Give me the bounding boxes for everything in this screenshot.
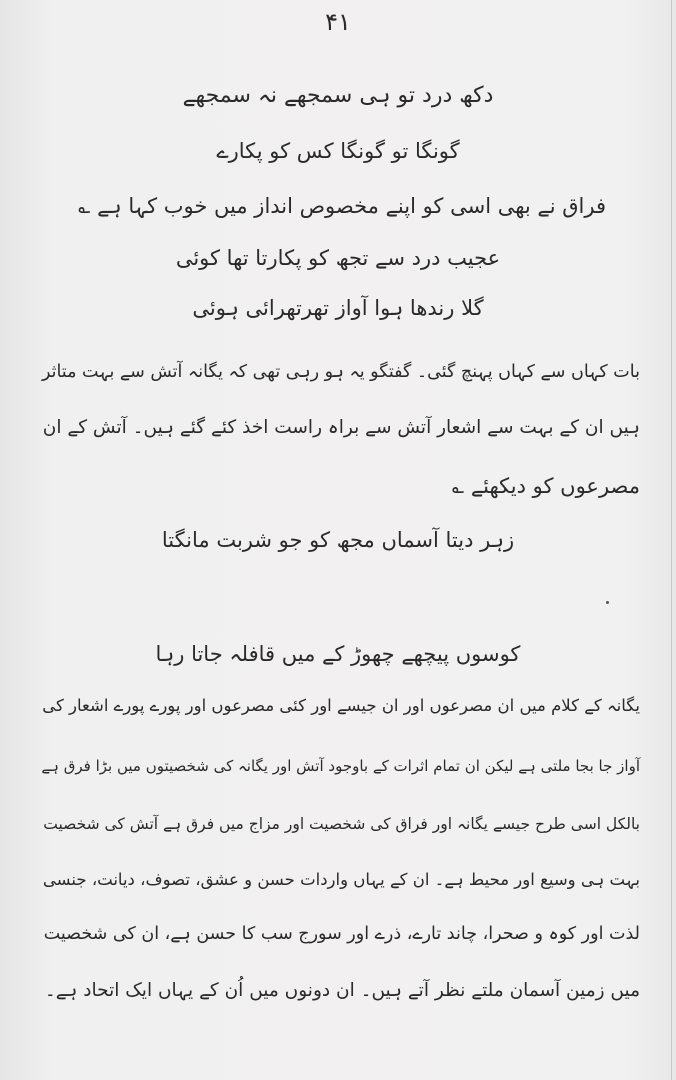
prose-line-2: ہیں ان کے بہت سے اشعار آتش سے براہ راست اخذ کئے گئے ہیں۔ آتش کے ان (42, 417, 640, 438)
prose-line-3: مصرعوں کو دیکھئے ؎ (451, 474, 640, 498)
verse-line-1: دکھ درد تو ہی سمجھے نہ سمجھے (182, 83, 494, 108)
prose-line-4: یگانہ کے کلام میں ان مصرعوں اور ان جیسے اور کئی مصرعوں اور پورے پورے اشعار کی (42, 696, 640, 715)
prose-line-5: آواز جا بجا ملتی ہے لیکن ان تمام اثرات کے باوجود آتش اور یگانہ کی شخصیتوں میں بڑا فرق ہے (41, 757, 640, 775)
verse-line-5: زہر دیتا آسماں مجھ کو جو شربت مانگتا (161, 528, 515, 552)
prose-line-7: بہت ہی وسیع اور محیط ہے۔ ان کے یہاں واردات حسن و عشق، تصوف، دیانت، جنسی (42, 870, 640, 889)
ink-speck (606, 601, 609, 604)
verse-line-4: گلا رندھا ہوا آواز تھرتھرائی ہوئی (192, 296, 484, 320)
prose-line-1: بات کہاں سے کہاں پہنچ گئی۔ گفتگو یہ ہو رہی تھی کہ یگانہ آتش سے بہت متاثر (41, 362, 640, 382)
page-number: ۴۱ (325, 8, 351, 36)
prose-line-8: لذت اور کوہ و صحرا، چاند تارے، ذرے اور سورج سب کا حسن ہے، ان کی شخصیت (43, 924, 640, 944)
prose-line-9: میں زمین آسمان ملتے نظر آتے ہیں۔ ان دونوں میں اُن کے یہاں ایک اتحاد ہے۔ (44, 980, 640, 1001)
prose-line-intro: فراق نے بھی اسی کو اپنے مخصوص انداز میں خوب کہا ہے ؎ (78, 194, 606, 218)
prose-line-6: بالکل اسی طرح جیسے یگانہ اور فراق کی شخصیت اور مزاج میں فرق ہے آتش کی شخصیت (43, 815, 640, 833)
verse-line-3: عجیب درد سے تجھ کو پکارتا تھا کوئی (175, 246, 501, 270)
verse-line-6: کوسوں پیچھے چھوڑ کے میں قافلہ جاتا رہا (155, 642, 521, 666)
verse-line-2: گونگا تو گونگا کس کو پکارے (216, 139, 460, 163)
